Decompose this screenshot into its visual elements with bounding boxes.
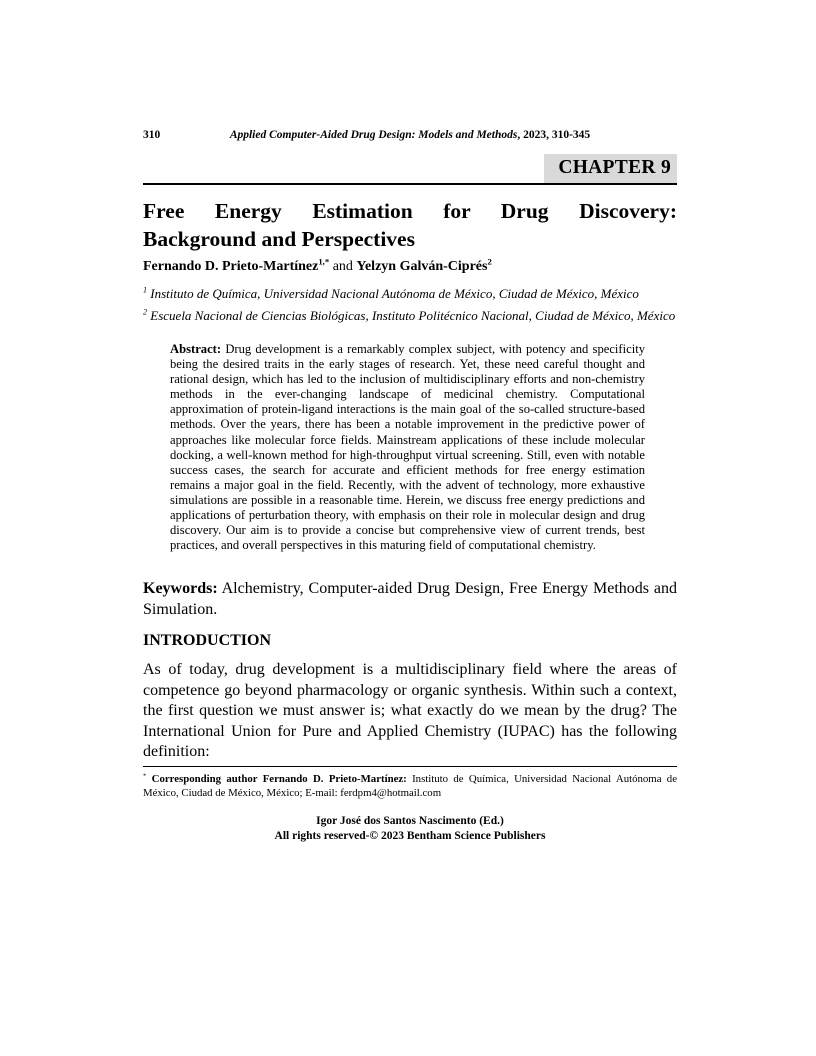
publisher-block (143, 814, 677, 844)
author-2-affiliation-marker: 2 (487, 256, 492, 267)
footnote-bold-text: Corresponding author Fernando D. Prieto-Martínez: (146, 772, 407, 785)
running-title (143, 129, 677, 141)
affiliation-1-text: Instituto de Química, Universidad Nacional Autónoma de México, Ciudad de México, México (147, 286, 639, 301)
abstract-label: Abstract: (170, 342, 222, 356)
rights-line: All rights reserved-© 2023 Bentham Science Publishers (274, 829, 546, 842)
chapter-title-line-2: Background and Perspectives (143, 227, 415, 251)
keywords-block (143, 578, 677, 620)
author-1-affiliation-marker: 1,* (318, 256, 330, 267)
affiliation-2-text: Escuela Nacional de Ciencias Biológicas, Instituto Politécnico Nacional, Ciudad de México, México (147, 308, 676, 323)
author-connector: and (329, 259, 357, 274)
chapter-title-line-1: Free Energy Estimation for Drug Discovery: (143, 199, 677, 223)
footnote-marker: * (143, 772, 147, 780)
affiliation-1-marker: 1 (143, 285, 148, 295)
running-title-suffix: , 2023, 310-345 (517, 129, 591, 141)
chapter-label: CHAPTER 9 (544, 154, 677, 183)
keywords-text: Alchemistry, Computer-aided Drug Design, Free Energy Methods and Simulation. (143, 580, 677, 619)
page-number: 310 (143, 129, 161, 141)
affiliation-2-marker: 2 (143, 307, 148, 317)
corresponding-author-footnote (143, 766, 677, 801)
abstract-block (170, 342, 645, 553)
chapter-title (143, 197, 677, 253)
author-1-name: Fernando D. Prieto-Martínez (143, 259, 319, 274)
running-head (143, 129, 677, 144)
introduction-heading: INTRODUCTION (143, 632, 272, 650)
chapter-header-rule (143, 154, 677, 185)
abstract-text: Drug development is a remarkably complex subject, with potency and specificity being the desired traits in the early stages of research. Yet, these need careful thought and rational design, which has led to the inclusion of multidisciplinary efforts and non-chemistry methods in the ever-changing landscape of medicinal chemistry. Computational approximation of protein-ligand interactions is the main goal of the so-called structure-based methods. Over the years, there has been a notable improvement in the predictive power of approaches like molecular force fields. Mainstream applications of these include molecular docking, a well-known method for high-throughput virtual screening. Still, even with notable success cases, the search for accurate and efficient methods for free energy estimation remains a major goal in the field. Recently, with the advent of technology, more exhaustive simulations are possible in a reasonable time. Herein, we discuss free energy predictions and applications of perturbation theory, with emphasis on their role in molecular design and drug discovery. Our aim is to provide a concise but comprehensive view of current trends, best practices, and overall perspectives in this maturing field of computational chemistry. (170, 342, 646, 553)
footnote-text: Instituto de Química, Universidad Nacional Autónoma de México, Ciudad de México, México; E-mail: ferdpm4@hotmail.com (143, 772, 677, 800)
author-2-name: Yelzyn Galván-Ciprés (356, 259, 488, 274)
affiliation-2 (143, 306, 677, 325)
keywords-label: Keywords: (143, 580, 218, 598)
author-line (143, 256, 677, 275)
affiliation-1 (143, 284, 677, 303)
editor-line: Igor José dos Santos Nascimento (Ed.) (316, 814, 504, 827)
introduction-paragraph: As of today, drug development is a multidisciplinary field where the areas of competence go beyond pharmacology or organic synthesis. Within such a context, the first question we must answer is; what exactly do we mean by the drug? The International Union for Pure and Applied Chemistry (IUPAC) has the following definition: (143, 661, 677, 761)
running-title-text: Applied Computer-Aided Drug Design: Models and Methods (229, 129, 518, 141)
